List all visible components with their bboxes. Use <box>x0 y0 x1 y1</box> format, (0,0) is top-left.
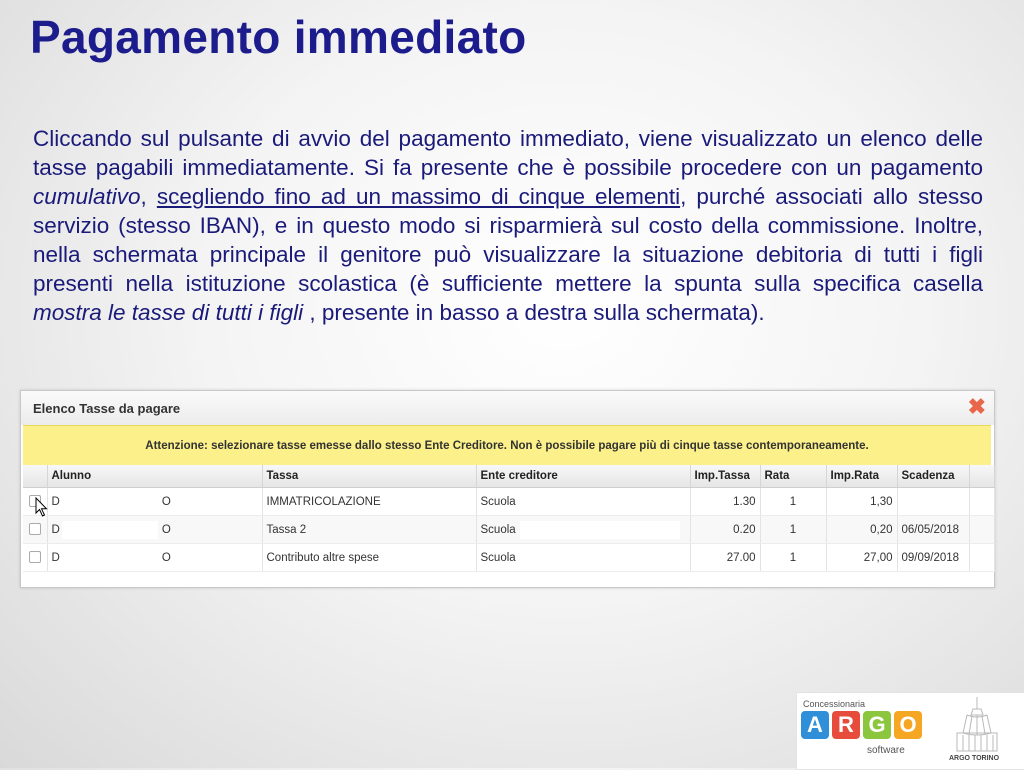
cell-rata: 1 <box>760 516 826 544</box>
paragraph-text: , purché associati allo stesso servizio (stesso IBAN), e in questo modo si risparmierà sul costo della commissione. Inoltre, nella schermata principale il genitore può visualizzare la situazione debitoria di tutti i figli presenti nella istituzione scolastica (è sufficiente mettere la spunta sulla specifica casella <box>33 184 983 296</box>
cell-ente: Scuola <box>480 551 516 564</box>
description-paragraph <box>33 124 983 327</box>
row-checkbox[interactable] <box>29 551 41 563</box>
mouse-cursor-icon <box>35 497 49 517</box>
cell-imp-tassa: 1.30 <box>690 488 760 516</box>
paragraph-text: , presente in basso a destra sulla schermata). <box>303 300 765 325</box>
header-imp-rata[interactable]: Imp.Rata <box>826 465 897 488</box>
logo-letters <box>801 711 922 739</box>
alunno-end: O <box>161 551 171 564</box>
paragraph-italic-cumulativo: cumulativo <box>33 184 141 209</box>
dialog-title: Elenco Tasse da pagare <box>33 401 181 416</box>
logo-letter: O <box>894 711 922 739</box>
table-header-row <box>23 465 995 488</box>
paragraph-text: Cliccando sul pulsante di avvio del pagamento immediato, viene visualizzato un elenco delle tasse pagabili immediatamente. Si fa presente che è possibile procedere con un pagamento <box>33 126 983 180</box>
redacted-block <box>520 521 680 539</box>
cell-tassa: IMMATRICOLAZIONE <box>262 488 476 516</box>
cell-rata: 1 <box>760 488 826 516</box>
warning-banner: Attenzione: selezionare tasse emesse dallo stesso Ente Creditore. Non è possibile pagare più di cinque tasse contemporaneamente. <box>23 425 991 467</box>
cell-imp-rata: 27,00 <box>826 544 897 572</box>
table-row[interactable] <box>23 516 995 544</box>
paragraph-text: , <box>140 184 157 209</box>
mole-antonelliana-icon <box>933 695 1021 757</box>
table-row[interactable] <box>23 544 995 572</box>
logo-software: software <box>867 745 905 756</box>
row-checkbox[interactable] <box>29 523 41 535</box>
header-scadenza[interactable]: Scadenza <box>897 465 969 488</box>
cell-imp-tassa: 27.00 <box>690 544 760 572</box>
tax-table <box>23 465 995 572</box>
tax-list-dialog <box>20 390 995 588</box>
cell-imp-rata: 0,20 <box>826 516 897 544</box>
cell-ente: Scuola <box>480 523 516 536</box>
cell-imp-tassa: 0.20 <box>690 516 760 544</box>
cell-rata: 1 <box>760 544 826 572</box>
redacted-block <box>62 549 158 567</box>
logo-city: ARGO TORINO <box>949 755 1000 762</box>
paragraph-italic-mostra: mostra le tasse di tutti i figli <box>33 300 304 325</box>
close-icon[interactable]: ✖ <box>967 394 986 419</box>
header-ente[interactable]: Ente creditore <box>476 465 690 488</box>
argo-logo <box>796 692 1024 770</box>
redacted-block <box>62 493 158 511</box>
cell-scadenza: 09/09/2018 <box>897 544 969 572</box>
redacted-block <box>520 549 680 567</box>
cell-scadenza: 06/05/2018 <box>897 516 969 544</box>
cell-ente: Scuola <box>480 495 516 508</box>
alunno-initial: D <box>51 523 60 536</box>
logo-concessionaria: Concessionaria <box>803 699 866 709</box>
alunno-end: O <box>161 495 171 508</box>
header-spacer <box>969 465 995 488</box>
cell-imp-rata: 1,30 <box>826 488 897 516</box>
paragraph-underlined: scegliendo fino ad un massimo di cinque elementi <box>156 184 681 209</box>
header-alunno[interactable]: Alunno <box>47 465 262 488</box>
header-rata[interactable]: Rata <box>760 465 826 488</box>
redacted-block <box>520 493 680 511</box>
logo-letter: A <box>801 711 829 739</box>
table-row[interactable] <box>23 488 995 516</box>
alunno-initial: D <box>51 551 60 564</box>
header-tassa[interactable]: Tassa <box>262 465 476 488</box>
cell-scadenza <box>897 488 969 516</box>
logo-letter: R <box>832 711 860 739</box>
cell-tassa: Contributo altre spese <box>262 544 476 572</box>
cell-tassa: Tassa 2 <box>262 516 476 544</box>
page-title: Pagamento immediato <box>30 11 527 63</box>
alunno-end: O <box>161 523 171 536</box>
header-select <box>23 465 47 488</box>
redacted-block <box>62 521 158 539</box>
logo-letter: G <box>863 711 891 739</box>
header-imp-tassa[interactable]: Imp.Tassa <box>690 465 760 488</box>
dialog-header <box>21 391 994 425</box>
alunno-initial: D <box>51 495 60 508</box>
